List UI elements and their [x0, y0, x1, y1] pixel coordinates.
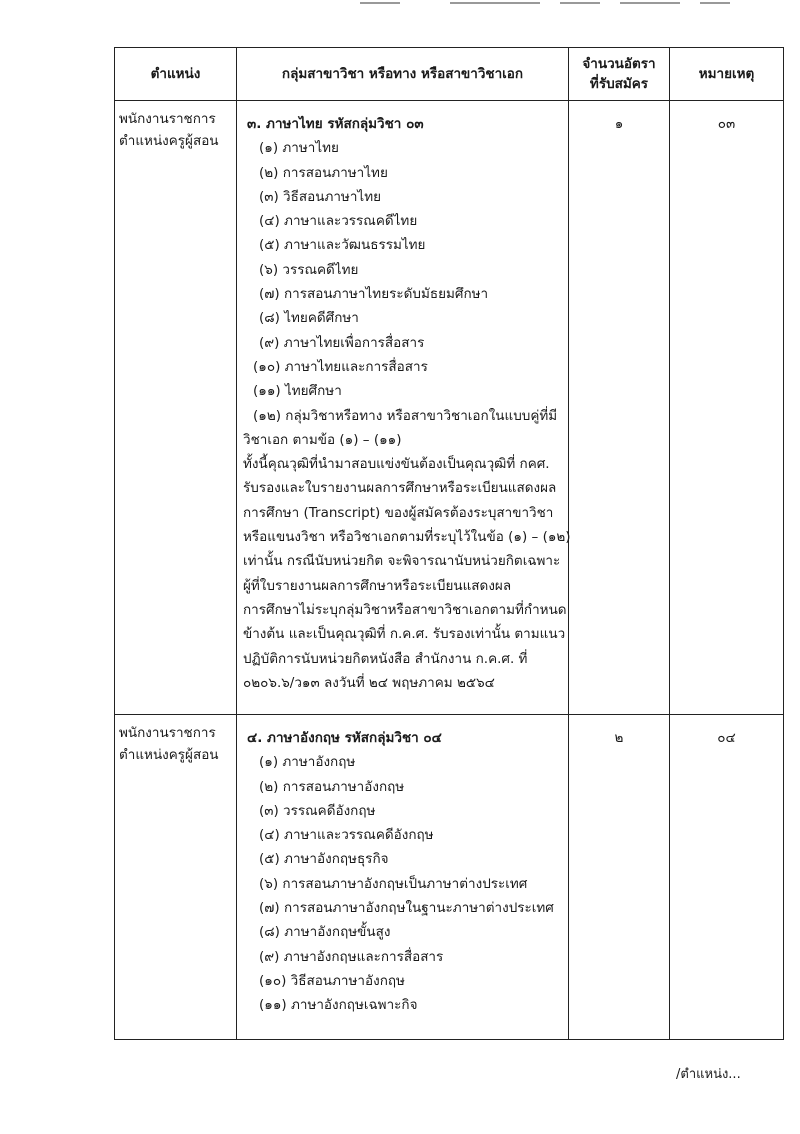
- list-item: (๖) วรรณคดีไทย: [259, 261, 359, 278]
- row-1-position: [119, 108, 235, 152]
- list-item: (๕) ภาษาและวัฒนธรรมไทย: [259, 237, 426, 254]
- row-2-title: ๔. ภาษาอังกฤษ รหัสกลุ่มวิชา ๐๔: [247, 730, 442, 746]
- note-line: หรือแขนงวิชา หรือวิชาเอกตามที่ระบุไว้ในข้อ (๑) – (๑๒): [243, 529, 571, 546]
- list-item: (๑๒) กลุ่มวิชาหรือทาง หรือสาขาวิชาเอกในแบบคู่ที่มี: [253, 407, 558, 424]
- qualification-table: [114, 47, 784, 1040]
- list-item: (๔) ภาษาและวรรณคดีอังกฤษ: [259, 827, 434, 844]
- list-item: (๗) การสอนภาษาไทยระดับมัธยมศึกษา: [259, 286, 489, 303]
- header-position: ตำแหน่ง: [150, 66, 201, 82]
- row-2-position-line2: ตำแหน่งครูผู้สอน: [119, 747, 219, 763]
- header-subject: กลุ่มสาขาวิชา หรือทาง หรือสาขาวิชาเอก: [281, 66, 524, 82]
- note-line: วิชาเอก ตามข้อ (๑) – (๑๑): [243, 431, 402, 448]
- header-remark: หมายเหตุ: [698, 66, 755, 82]
- list-item: (๒) การสอนภาษาไทย: [259, 164, 388, 181]
- list-item: (๑๐) ภาษาไทยและการสื่อสาร: [253, 358, 428, 375]
- note-line: เท่านั้น กรณีนับหน่วยกิต จะพิจารณานับหน่วยกิตเฉพาะ: [243, 553, 561, 570]
- list-item: (๗) การสอนภาษาอังกฤษในฐานะภาษาต่างประเทศ: [259, 900, 554, 917]
- list-item: (๑๑) ภาษาอังกฤษเฉพาะกิจ: [259, 997, 418, 1014]
- list-item: (๙) ภาษาไทยเพื่อการสื่อสาร: [259, 334, 425, 351]
- row-1-subject: [237, 112, 571, 695]
- list-item: (๘) ไทยคดีศึกษา: [259, 310, 359, 327]
- row-2-count: ๒: [614, 730, 624, 746]
- header-count-line2: ที่รับสมัคร: [589, 76, 649, 92]
- note-line: ผู้ที่ใบรายงานผลการศึกษาหรือระเบียนแสดงผล: [243, 577, 512, 594]
- header-count-line1: จำนวนอัตรา: [582, 56, 656, 72]
- list-item: (๑๐) วิธีสอนภาษาอังกฤษ: [259, 972, 405, 989]
- page-continuation: /ตำแหน่ง...: [676, 1067, 741, 1082]
- row-2-remark: ๐๔: [717, 730, 736, 746]
- list-item: (๑๑) ไทยศึกษา: [253, 383, 342, 400]
- row-2-position: [119, 722, 235, 766]
- note-line: การศึกษาไม่ระบุกลุ่มวิชาหรือสาขาวิชาเอกตามที่กำหนด: [243, 601, 567, 618]
- row-1-position-line1: พนักงานราชการ: [119, 111, 216, 127]
- note-line: ๐๒๐๖.๖/ว๑๓ ลงวันที่ ๒๔ พฤษภาคม ๒๕๖๔: [243, 674, 495, 691]
- scan-edge-marks: [0, 0, 800, 8]
- list-item: (๓) วิธีสอนภาษาไทย: [259, 188, 382, 205]
- list-item: (๘) ภาษาอังกฤษขั้นสูง: [259, 924, 391, 941]
- row-2-position-line1: พนักงานราชการ: [119, 725, 216, 741]
- note-line: การศึกษา (Transcript) ของผู้สมัครต้องระบุสาขาวิชา: [243, 504, 554, 521]
- note-line: ปฏิบัติการนับหน่วยกิตหนังสือ สำนักงาน ก.ค.ศ. ที่: [243, 650, 528, 667]
- list-item: (๕) ภาษาอังกฤษธุรกิจ: [259, 851, 389, 868]
- list-item: (๑) ภาษาอังกฤษ: [259, 754, 356, 771]
- row-1-title: ๓. ภาษาไทย รหัสกลุ่มวิชา ๐๓: [247, 116, 424, 132]
- row-1-position-line2: ตำแหน่งครูผู้สอน: [119, 133, 219, 149]
- list-item: (๖) การสอนภาษาอังกฤษเป็นภาษาต่างประเทศ: [259, 875, 528, 892]
- list-item: (๒) การสอนภาษาอังกฤษ: [259, 778, 405, 795]
- note-line: ข้างต้น และเป็นคุณวุฒิที่ ก.ค.ศ. รับรองเท่านั้น ตามแนว: [243, 626, 566, 643]
- list-item: (๑) ภาษาไทย: [259, 140, 339, 157]
- row-1-remark: ๐๓: [717, 116, 736, 132]
- note-line: รับรองและใบรายงานผลการศึกษาหรือระเบียนแสดงผล: [243, 480, 557, 497]
- list-item: (๙) ภาษาอังกฤษและการสื่อสาร: [259, 948, 444, 965]
- list-item: (๔) ภาษาและวรรณคดีไทย: [259, 213, 418, 230]
- row-1-count: ๑: [614, 116, 624, 132]
- note-line: ทั้งนี้คุณวุฒิที่นำมาสอบแข่งขันต้องเป็นคุณวุฒิที่ กคศ.: [243, 456, 550, 473]
- list-item: (๓) วรรณคดีอังกฤษ: [259, 802, 376, 819]
- row-1-note: [237, 428, 571, 695]
- header-count: [569, 48, 669, 100]
- row-2-subject: [237, 726, 568, 1018]
